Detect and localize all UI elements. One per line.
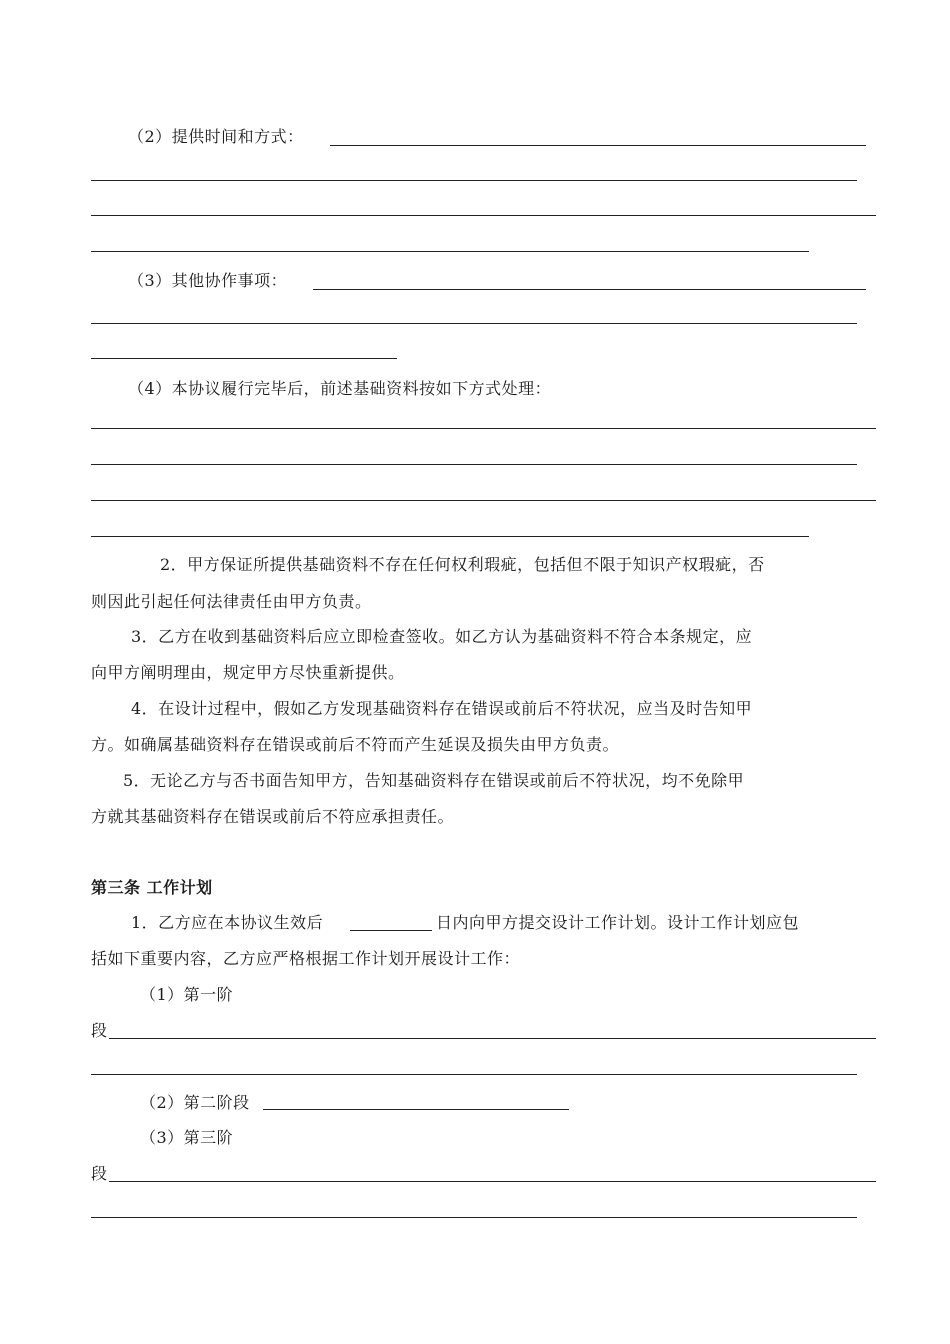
blank-line xyxy=(91,500,876,501)
blank-line xyxy=(91,536,809,537)
item3-label: （3）其他协作事项： xyxy=(128,271,288,290)
para2-line1: 2．甲方保证所提供基础资料不存在任何权利瑕疵，包括但不限于知识产权瑕疵，否 xyxy=(160,555,765,574)
blank-line xyxy=(91,428,876,429)
days-blank xyxy=(350,930,432,931)
blank-line xyxy=(91,215,876,216)
stage2-label: （2）第二阶段 xyxy=(140,1093,250,1112)
a3p1-line1-pre: 1．乙方应在本协议生效后 xyxy=(131,913,324,932)
para3-line1: 3．乙方在收到基础资料后应立即检查签收。如乙方认为基础资料不符合本条规定，应 xyxy=(131,627,753,646)
blank-line xyxy=(91,358,397,359)
para2-line2: 则因此引起任何法律责任由甲方负责。 xyxy=(91,592,372,611)
para4-line2: 方。如确属基础资料存在错误或前后不符而产生延误及损失由甲方负责。 xyxy=(91,735,620,754)
blank-line xyxy=(91,1074,857,1075)
item4-label: （4）本协议履行完毕后，前述基础资料按如下方式处理： xyxy=(128,379,552,398)
blank-line xyxy=(330,145,866,146)
para3-line2: 向甲方阐明理由，规定甲方尽快重新提供。 xyxy=(91,663,405,682)
stage1-label: （1）第一阶 xyxy=(140,985,234,1004)
stage1-continuation: 段 xyxy=(91,1021,108,1040)
blank-line xyxy=(91,180,857,181)
a3p1-line1-post: 日内向甲方提交设计工作计划。设计工作计划应包 xyxy=(436,913,800,932)
blank-line xyxy=(263,1109,569,1110)
blank-line xyxy=(91,1217,857,1218)
para5-line2: 方就其基础资料存在错误或前后不符应承担责任。 xyxy=(91,807,455,826)
item2-label: （2）提供时间和方式： xyxy=(128,127,304,146)
article3-heading: 第三条 工作计划 xyxy=(91,878,213,897)
stage3-continuation: 段 xyxy=(91,1164,108,1183)
blank-line xyxy=(91,323,857,324)
blank-line xyxy=(109,1181,876,1182)
a3p1-line2: 括如下重要内容，乙方应严格根据工作计划开展设计工作： xyxy=(91,949,521,968)
para4-line1: 4．在设计过程中，假如乙方发现基础资料存在错误或前后不符状况，应当及时告知甲 xyxy=(131,699,753,718)
blank-line xyxy=(313,289,866,290)
blank-line xyxy=(109,1038,876,1039)
blank-line xyxy=(91,464,857,465)
blank-line xyxy=(91,251,809,252)
stage3-label: （3）第三阶 xyxy=(140,1128,234,1147)
para5-line1: 5．无论乙方与否书面告知甲方，告知基础资料存在错误或前后不符状况，均不免除甲 xyxy=(123,771,745,790)
